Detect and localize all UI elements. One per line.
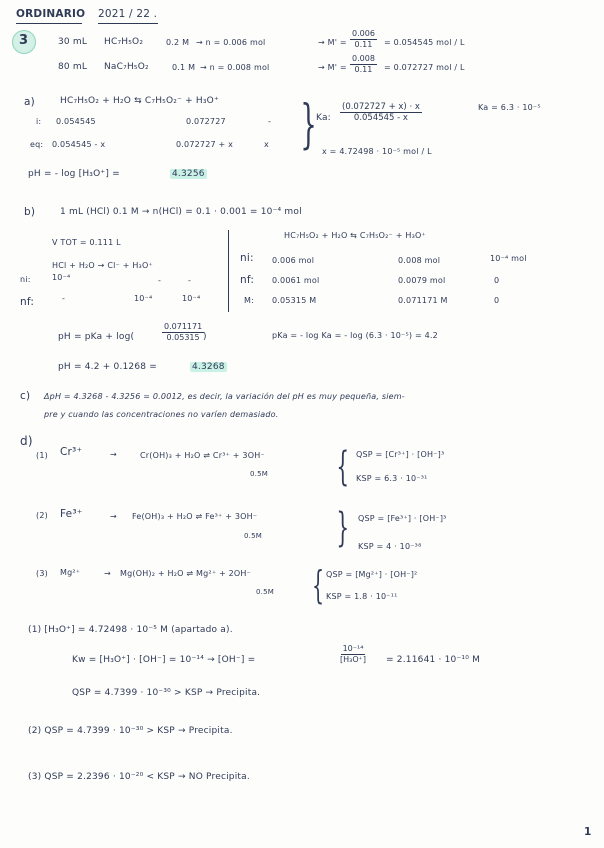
problem-number-badge: 3 [12, 30, 36, 54]
case-1-conc: 0.5M [250, 470, 268, 478]
case-2-equation: Fe(OH)₃ + H₂O ⇌ Fe³⁺ + 3OH⁻ [132, 512, 258, 521]
case-2-arrow: → [110, 512, 117, 521]
part-b-label: b) [24, 206, 36, 218]
part-b-nf-right-h3o: 0 [494, 276, 500, 285]
part-a-i-label: i: [36, 117, 42, 126]
calc-qsp-1: QSP = 4.7399 · 10⁻³⁰ > KSP → Precipita. [72, 688, 261, 698]
part-c-line1: ΔpH = 4.3268 - 4.3256 = 0.0012, es decir, la variación del pH es muy pequeña, siem- [44, 392, 405, 401]
part-b-ni-label: ni: [20, 275, 31, 284]
part-b-nf-dash: - [62, 294, 66, 303]
part-a-x-value: x = 4.72498 · 10⁻⁵ mol / L [322, 147, 432, 156]
case-1-ion: Cr³⁺ [60, 446, 83, 458]
intro-2-volume: 80 mL [58, 62, 88, 72]
case-3-arrow: → [104, 569, 111, 578]
part-a-eq-acid: 0.054545 - x [52, 140, 106, 149]
case-1-qsp: QSP = [Cr³⁺] · [OH⁻]³ [356, 450, 445, 459]
header-year: 2021 / 22 . [98, 8, 158, 20]
case-3-number: (3) [36, 569, 48, 578]
part-b-nf-right-base: 0.0079 mol [398, 276, 446, 285]
case-3-equation: Mg(OH)₂ + H₂O ⇌ Mg²⁺ + 2OH⁻ [120, 569, 252, 578]
intro-2-moles: → n = 0.008 mol [200, 63, 270, 72]
part-c-line2: pre y cuando las concentraciones no varíen demasiado. [44, 410, 279, 419]
intro-2-arrow: → M' = [318, 63, 347, 72]
case-1-number: (1) [36, 451, 48, 460]
part-a-i-acid: 0.054545 [56, 117, 96, 126]
part-b-ph-result: 4.3268 [192, 362, 225, 372]
part-b-ni-right-base: 0.008 mol [398, 256, 441, 265]
part-b-ni-right-acid: 0.006 mol [272, 256, 315, 265]
part-a-eq-h3o: x [264, 140, 269, 149]
part-b-ph-result-formula: pH = 4.2 + 0.1268 = [58, 362, 158, 372]
header-underline [16, 23, 82, 24]
part-b-dash2: - [188, 276, 192, 285]
part-b-divider [228, 230, 229, 312]
part-a-ka-label: Ka: [316, 113, 331, 123]
part-b-ph-formula: pH = pKa + log( [58, 332, 135, 342]
calc-kw-result: = 2.11641 · 10⁻¹⁰ M [386, 655, 481, 665]
part-a-reaction: HC₇H₅O₂ + H₂O ⇆ C₇H₅O₂⁻ + H₃O⁺ [60, 96, 219, 106]
part-a-i-base: 0.072727 [186, 117, 226, 126]
part-c-label: c) [20, 390, 31, 402]
part-b-ni-right-h3o: 10⁻⁴ mol [490, 254, 527, 263]
part-b-ph-close: ) [203, 332, 207, 342]
part-a-ph-value: 4.3256 [172, 169, 205, 179]
header-title: ORDINARIO [16, 8, 86, 20]
case-3-brace: { [312, 563, 325, 607]
case-3-qsp: QSP = [Mg²⁺] · [OH⁻]² [326, 570, 418, 579]
case-2-number: (2) [36, 511, 48, 520]
case-1-equation: Cr(OH)₃ + H₂O ⇌ Cr³⁺ + 3OH⁻ [140, 451, 265, 460]
part-a-brace: } [300, 95, 317, 155]
part-a-label: a) [24, 96, 35, 108]
part-d-label: d) [20, 434, 33, 448]
intro-2-fraction: $\frac{0.008}{0.11}$ [352, 54, 375, 74]
case-1-ksp: KSP = 6.3 · 10⁻³¹ [356, 474, 428, 483]
part-b-nf-right-acid: 0.0061 mol [272, 276, 320, 285]
part-b-dash1: - [158, 276, 162, 285]
case-3-conc: 0.5M [256, 588, 274, 596]
intro-1-fraction: $\frac{0.006}{0.11}$ [352, 29, 375, 49]
intro-1-moles: → n = 0.006 mol [196, 38, 266, 47]
case-2-ion: Fe³⁺ [60, 508, 83, 520]
part-b-nf-right-label: nf: [240, 274, 255, 286]
case-2-conc: 0.5M [244, 532, 262, 540]
intro-1-result: = 0.054545 mol / L [384, 38, 465, 47]
case-1-arrow: → [110, 450, 117, 459]
intro-2-species: NaC₇H₅O₂ [104, 62, 149, 72]
part-a-i-h3o: - [268, 117, 272, 126]
case-1-brace: { [336, 444, 350, 490]
calc-1-h3o: (1) [H₃O⁺] = 4.72498 · 10⁻⁵ M (apartado a). [28, 625, 233, 635]
part-b-vtot: V TOT = 0.111 L [52, 238, 121, 247]
part-a-ka-value: Ka = 6.3 · 10⁻⁵ [478, 103, 541, 112]
page-number: 1 [584, 826, 592, 838]
calc-kw-fraction: $\frac{\text{10⁻¹⁴}}{\text{[H₃O⁺]}}$ [340, 644, 366, 664]
part-a-eq-base: 0.072727 + x [176, 140, 234, 149]
case-2-brace: } [336, 505, 350, 551]
calc-kw: Kw = [H₃O⁺] · [OH⁻] = 10⁻¹⁴ → [OH⁻] = [72, 655, 256, 665]
part-b-m-right-h3o: 0 [494, 296, 500, 305]
part-b-line1: 1 mL (HCl) 0.1 M → n(HCl) = 0.1 · 0.001 = 10⁻⁴ mol [60, 207, 302, 217]
part-b-m-right-acid: 0.05315 M [272, 296, 317, 305]
intro-1-volume: 30 mL [58, 37, 88, 47]
part-b-nf-cl: 10⁻⁴ [134, 294, 153, 303]
case-3-ion: Mg²⁺ [60, 568, 81, 577]
calc-qsp-3: (3) QSP = 2.2396 · 10⁻²⁰ < KSP → NO Precipita. [28, 772, 250, 782]
part-a-ph-formula: pH = - log [H₃O⁺] = [28, 169, 120, 179]
part-b-pka: pKa = - log Ka = - log (6.3 · 10⁻⁵) = 4.2 [272, 331, 438, 340]
intro-1-conc: 0.2 M [166, 38, 190, 47]
case-2-qsp: QSP = [Fe³⁺] · [OH⁻]³ [358, 514, 447, 523]
part-b-m-right-base: 0.071171 M [398, 296, 448, 305]
part-b-ph-fraction: $\frac{0.071171}{0.05315}$ [164, 322, 203, 342]
part-a-eq-label: eq: [30, 140, 44, 149]
intro-2-conc: 0.1 M [172, 63, 196, 72]
part-a-ka-fraction: $\frac{(0.072727 + x) \cdot x}{0.054545 - x}$ [342, 102, 420, 123]
part-b-reaction-left: HCl + H₂O → Cl⁻ + H₃O⁺ [52, 261, 153, 270]
part-b-ni-right-label: ni: [240, 252, 254, 264]
part-b-reaction-right: HC₇H₅O₂ + H₂O ⇆ C₇H₅O₂⁻ + H₃O⁺ [284, 231, 426, 240]
calc-qsp-2: (2) QSP = 4.7399 · 10⁻³⁰ > KSP → Precipita. [28, 726, 233, 736]
case-3-ksp: KSP = 1.8 · 10⁻¹¹ [326, 592, 398, 601]
part-b-m-right-label: M: [244, 296, 254, 305]
part-b-ni-value: 10⁻⁴ [52, 273, 71, 282]
intro-1-arrow: → M' = [318, 38, 347, 47]
intro-1-species: HC₇H₅O₂ [104, 37, 144, 47]
intro-2-result: = 0.072727 mol / L [384, 63, 465, 72]
case-2-ksp: KSP = 4 · 10⁻³⁸ [358, 542, 422, 551]
part-b-nf-h3o: 10⁻⁴ [182, 294, 201, 303]
part-b-nf-label: nf: [20, 296, 35, 308]
header-year-underline [98, 23, 158, 24]
